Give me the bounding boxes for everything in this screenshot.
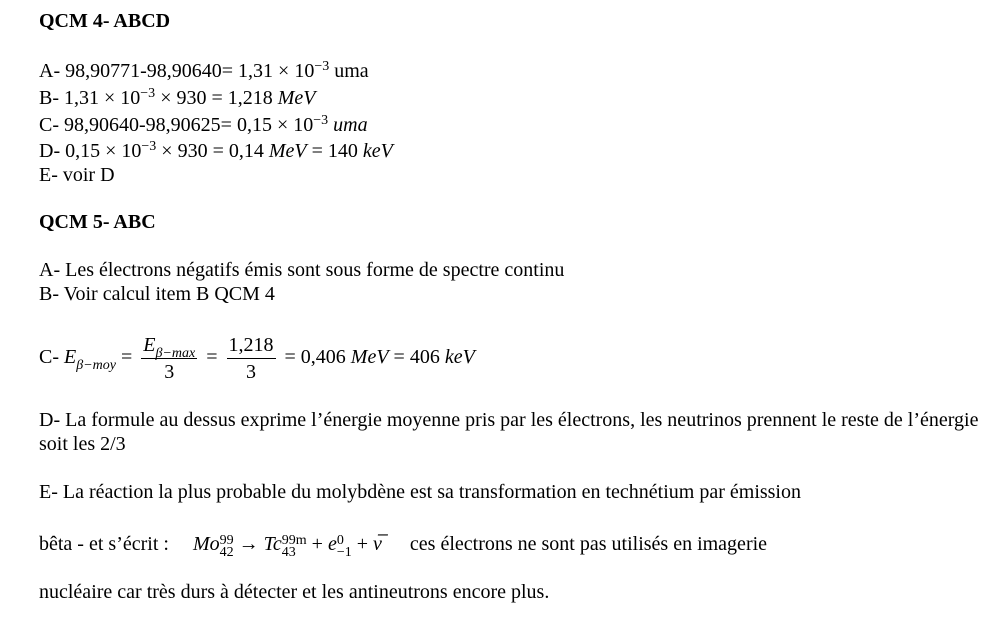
qcm5-title: QCM 5- ABC — [39, 211, 156, 233]
nuclear-equation: Mo 99 42 → Tc 99m 43 + e 0 −1 + ν̅ — [192, 533, 382, 560]
qcm4-item-d: D- $0,15 \times 10^{-3} \times 930 = 0,14$ MeV = 140 keV — [39, 139, 393, 162]
qcm4-item-e: E- voir D — [39, 164, 115, 186]
qcm4-item-c: C- $98,90640-98,90625= 0,15 \times 10^{-3}$ uma — [39, 113, 368, 136]
qcm4-title: QCM 4- ABCD — [39, 10, 171, 32]
qcm4-item-a: A- $98,90771-98,90640= 1,31 \times 10^{-3}$ uma — [39, 59, 369, 82]
qcm5-item-d: D- La formule au dessus exprime l’énergie moyenne pris par les électrons, les neutrinos prennent le reste de l’énergie soit les 2/3 — [39, 409, 979, 455]
qcm5-item-e-line3: nucléaire car très durs à détecter et les antineutrons encore plus. — [39, 581, 550, 603]
qcm5-item-b: B- Voir calcul item B QCM 4 — [39, 283, 275, 305]
qcm5-item-c-formula: C- $E_{\beta-moy}$ = $\frac{E_{\beta-max}}{3}$ = $\frac{1,218}{3}$ = 0,406 MeV = 406 keV — [39, 333, 475, 383]
qcm5-item-a: A- Les électrons négatifs émis sont sous forme de spectre continu — [39, 259, 565, 281]
qcm4-item-b: B- $1,31 \times 10^{-3} \times 930 = 1,218$ MeV — [39, 86, 316, 109]
qcm5-item-e-line2: bêta - et s’écrit : Mo 99 42 → Tc 99m 43 + e 0 −1 + ν̅ ces électrons ne sont pas utilisés en imagerie — [39, 533, 768, 560]
fraction-value: $\frac{1,218}{3}$ — [228, 333, 274, 383]
fraction-emax: $\frac{E_{\beta-max}}{3}$ — [143, 333, 196, 383]
qcm5-item-e-line1: E- La réaction la plus probable du molybdène est sa transformation en technétium par émission — [39, 481, 801, 503]
